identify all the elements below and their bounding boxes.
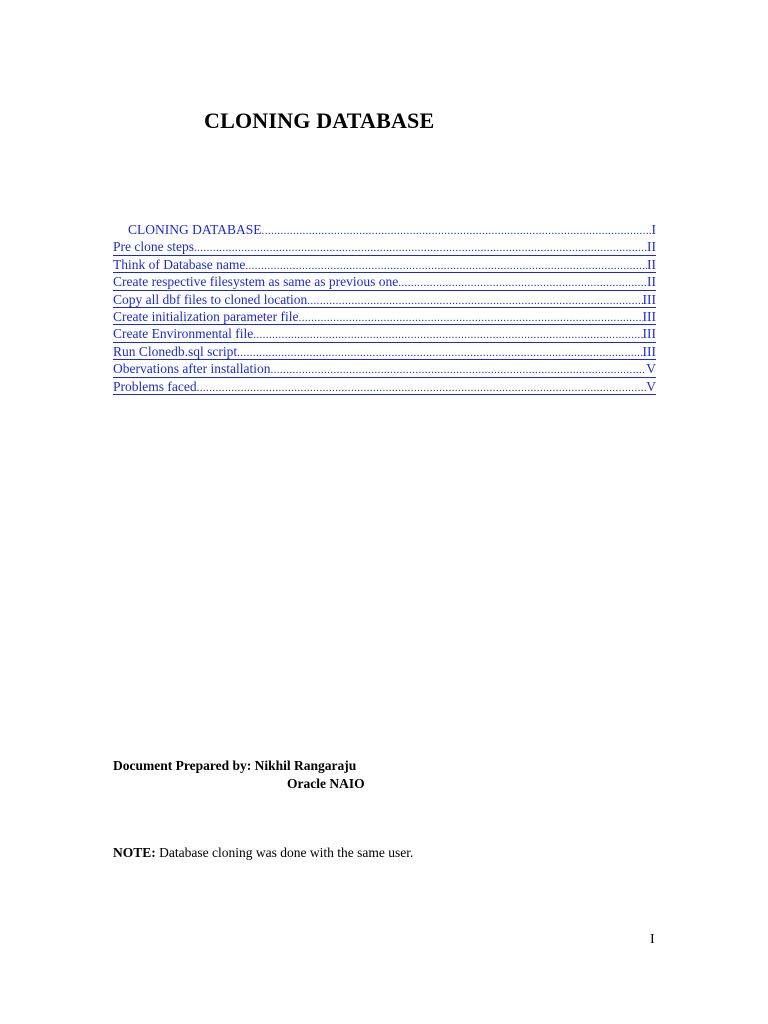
toc-entry-page: III	[642, 308, 656, 324]
toc-leader-dots	[237, 345, 642, 360]
toc-entry-page: V	[646, 361, 656, 377]
toc-leader-dots	[197, 380, 647, 395]
prepared-by-name: Nikhil Rangaraju	[254, 758, 357, 773]
prepared-by-line	[113, 758, 356, 774]
toc-leader-dots	[398, 275, 647, 290]
toc-entry-label: Pre clone steps	[113, 239, 194, 255]
toc-leader-dots	[245, 258, 647, 273]
toc-leader-dots	[194, 240, 647, 255]
toc-entry-page: II	[647, 274, 656, 290]
toc-leader-dots	[270, 362, 646, 377]
toc-entry-create-filesystem[interactable]	[113, 273, 656, 290]
toc-entry-label: Copy all dbf files to cloned location	[113, 291, 308, 307]
toc-entry-label: Problems faced	[113, 378, 197, 394]
document-title: CLONING DATABASE	[204, 108, 435, 133]
toc-entry-page: I	[651, 222, 656, 237]
toc-entry-init-parameter-file[interactable]	[113, 308, 656, 325]
prepared-by-label: Document Prepared by:	[113, 758, 252, 773]
toc-entry-run-clonedb-script[interactable]	[113, 343, 656, 360]
toc-entry-cloning-database[interactable]	[113, 221, 656, 238]
table-of-contents	[113, 221, 656, 395]
toc-entry-database-name[interactable]	[113, 256, 656, 273]
toc-entry-page: III	[642, 291, 656, 307]
toc-entry-page: II	[647, 256, 656, 272]
toc-entry-label: Create initialization parameter file	[113, 308, 299, 324]
note-line	[113, 845, 413, 861]
note-text: Database cloning was done with the same user.	[159, 845, 414, 860]
toc-entry-environmental-file[interactable]	[113, 325, 656, 342]
toc-entry-page: V	[646, 378, 656, 394]
toc-entry-problems-faced[interactable]	[113, 378, 656, 395]
toc-entry-pre-clone-steps[interactable]	[113, 238, 656, 255]
toc-entry-label: Create Environmental file	[113, 326, 254, 342]
toc-entry-page: II	[647, 239, 656, 255]
toc-leader-dots	[307, 293, 642, 308]
toc-entry-label: CLONING DATABASE	[128, 221, 262, 238]
toc-entry-page: III	[642, 326, 656, 342]
prepared-by-organization: Oracle NAIO	[287, 776, 365, 791]
toc-entry-label: Think of Database name	[113, 256, 246, 272]
toc-leader-dots	[253, 327, 642, 342]
toc-entry-page: III	[642, 343, 656, 359]
note-label: NOTE:	[113, 845, 156, 860]
toc-leader-dots	[299, 310, 643, 325]
toc-entry-label: Obervations after installation	[113, 361, 271, 377]
toc-leader-dots	[262, 223, 652, 238]
toc-entry-label: Run Clonedb.sql script	[113, 343, 238, 359]
toc-entry-label: Create respective filesystem as same as previous one	[113, 274, 399, 290]
toc-entry-observations[interactable]	[113, 360, 656, 377]
page-number: I	[650, 932, 655, 947]
toc-entry-copy-dbf-files[interactable]	[113, 291, 656, 308]
